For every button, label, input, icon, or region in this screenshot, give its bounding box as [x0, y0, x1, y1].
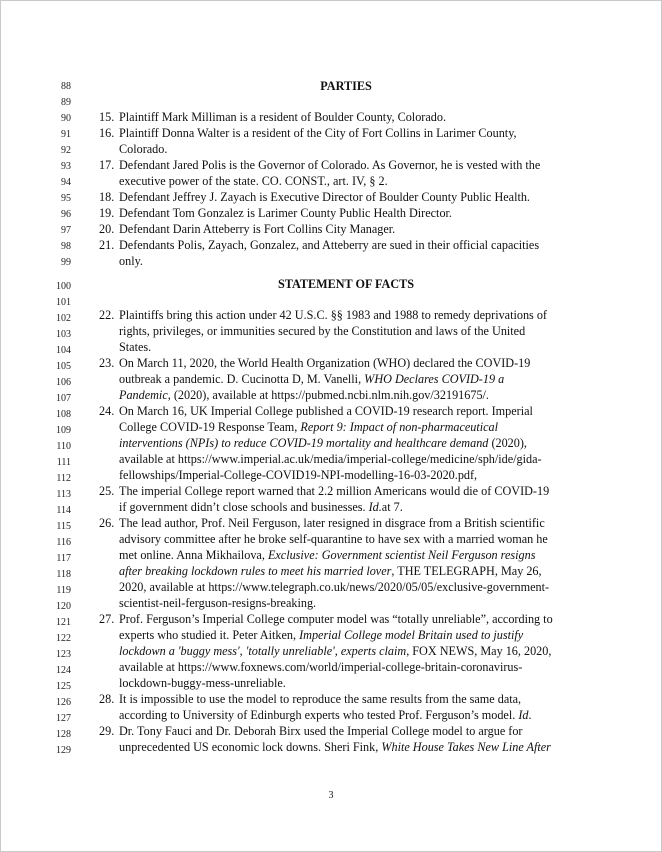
text-line: Defendant Jared Polis is the Governor of Colorado. As Governor, he is vested with the [119, 158, 541, 172]
line-number: 105 [56, 361, 71, 372]
paragraph-number: 24. [99, 404, 115, 418]
line-number: 109 [56, 425, 71, 436]
line-number: 124 [56, 665, 71, 676]
line-number: 128 [56, 729, 71, 740]
citation-title: WHO Declares COVID-19 a [364, 372, 505, 386]
line-number: 122 [56, 633, 71, 644]
text-line: The lead author, Prof. Neil Ferguson, later resigned in disgrace from a British scientific [119, 516, 545, 530]
line-number: 100 [56, 281, 71, 292]
text-line: fellowships/Imperial-College-COVID19-NPI-modelling-16-03-2020.pdf, [119, 468, 478, 482]
text-line: Defendants Polis, Zayach, Gonzalez, and Atteberry are sued in their official capacities [119, 238, 540, 252]
text-line: available at https://www.imperial.ac.uk/media/imperial-college/medicine/sph/ide/gida- [119, 452, 542, 466]
line-number: 121 [56, 617, 71, 628]
text-line [119, 739, 551, 755]
text-line: scientist-neil-ferguson-resigns-breaking. [119, 596, 317, 610]
line-number: 113 [56, 489, 71, 500]
text-line [119, 371, 504, 387]
text-line: Plaintiffs bring this action under 42 U.S.C. §§ 1983 and 1988 to remedy deprivations of [119, 308, 547, 322]
paragraph-number: 17. [99, 158, 115, 172]
text-run: , FOX NEWS, May 16, 2020, [406, 644, 552, 658]
section-heading-parties: PARTIES [320, 79, 372, 93]
text-line: executive power of the state. CO. CONST., art. IV, § 2. [119, 174, 388, 188]
text-line: On March 16, UK Imperial College published a COVID-19 research report. Imperial [119, 404, 533, 418]
text-run: if government didn’t close schools and businesses. [119, 500, 369, 514]
text-run: unprecedented US economic lock downs. Sheri Fink, [119, 740, 382, 754]
line-number: 111 [56, 457, 71, 468]
line-number: 127 [56, 713, 71, 724]
text-run: experts who studied it. Peter Aitken, [119, 628, 300, 642]
line-number: 129 [56, 745, 71, 756]
text-line [119, 627, 523, 643]
text-line [119, 387, 489, 403]
citation-id: Id. [368, 500, 382, 514]
text-line: lockdown-buggy-mess-unreliable. [119, 676, 286, 690]
paragraph-number: 20. [99, 222, 115, 236]
text-run: according to University of Edinburgh experts who tested Prof. Ferguson’s model. [119, 708, 519, 722]
text-line: Plaintiff Mark Milliman is a resident of Boulder County, Colorado. [119, 110, 446, 124]
text-line: 2020, available at https://www.telegraph.co.uk/news/2020/05/05/exclusive-government- [119, 580, 550, 594]
line-number: 125 [56, 681, 71, 692]
line-number: 115 [56, 521, 71, 532]
line-number: 102 [56, 313, 71, 324]
text-run: , (2020), available at https://pubmed.ncbi.nlm.nih.gov/32191675/. [167, 388, 489, 402]
line-number: 95 [61, 193, 71, 204]
line-number: 101 [56, 297, 71, 308]
text-line: advisory committee after he broke self-quarantine to have sex with a married woman he [119, 532, 548, 546]
line-number: 104 [56, 345, 71, 356]
text-line: Dr. Tony Fauci and Dr. Deborah Birx used the Imperial College model to argue for [119, 724, 523, 738]
text-line: Colorado. [119, 142, 168, 156]
line-number: 123 [56, 649, 71, 660]
line-number: 110 [56, 441, 71, 452]
text-line: rights, privileges, or immunities secured by the Constitution and laws of the United [119, 324, 526, 338]
text-line [119, 499, 403, 515]
line-number: 98 [61, 241, 71, 252]
text-line: Plaintiff Donna Walter is a resident of the City of Fort Collins in Larimer County, [119, 126, 517, 140]
paragraph-number: 23. [99, 356, 115, 370]
text-line: available at https://www.foxnews.com/world/imperial-college-britain-coronavirus- [119, 660, 523, 674]
line-number: 99 [61, 257, 71, 268]
paragraph-number: 25. [99, 484, 115, 498]
text-line: Defendant Darin Atteberry is Fort Collins City Manager. [119, 222, 396, 236]
line-number: 103 [56, 329, 71, 340]
paragraph-number: 27. [99, 612, 115, 626]
page-number: 3 [328, 790, 334, 801]
line-number: 116 [56, 537, 71, 548]
line-number: 89 [61, 97, 71, 108]
paragraph-number: 15. [99, 110, 115, 124]
text-run: College COVID-19 Response Team, [119, 420, 301, 434]
line-number: 96 [61, 209, 71, 220]
paragraph-number: 22. [99, 308, 115, 322]
line-number: 126 [56, 697, 71, 708]
citation-title: after breaking lockdown rules to meet his married lover [119, 564, 392, 578]
text-run: at 7. [381, 500, 403, 514]
citation-id: Id [518, 708, 529, 722]
text-line: It is impossible to use the model to reproduce the same results from the same data, [119, 692, 522, 706]
citation-title: interventions (NPIs) to reduce COVID-19 mortality and healthcare demand [119, 436, 489, 450]
citation-title: White House Takes New Line After [381, 740, 551, 754]
line-number: 92 [61, 145, 71, 156]
citation-title: Pandemic [119, 388, 168, 402]
line-number: 120 [56, 601, 71, 612]
line-number: 90 [61, 113, 71, 124]
text-line [119, 435, 527, 451]
line-number: 114 [56, 505, 71, 516]
text-line: Prof. Ferguson’s Imperial College computer model was “totally unreliable”, according to [119, 612, 553, 626]
citation-title: lockdown a 'buggy mess', 'totally unreliable', experts claim [119, 644, 407, 658]
text-run: . [528, 708, 532, 722]
paragraph-number: 19. [99, 206, 115, 220]
text-line: Defendant Jeffrey J. Zayach is Executive Director of Boulder County Public Health. [119, 190, 530, 204]
text-line [119, 419, 498, 435]
text-run: (2020), [488, 436, 527, 450]
text-line: only. [119, 254, 143, 268]
citation-title: Exclusive: Government scientist Neil Ferguson resigns [267, 548, 536, 562]
line-number: 118 [56, 569, 71, 580]
paragraph-number: 16. [99, 126, 115, 140]
text-line: The imperial College report warned that 2.2 million Americans would die of COVID-19 [119, 484, 550, 498]
line-number: 117 [56, 553, 71, 564]
line-number: 112 [56, 473, 71, 484]
line-number: 88 [61, 81, 71, 92]
line-number: 108 [56, 409, 71, 420]
line-number: 106 [56, 377, 71, 388]
text-line [119, 547, 535, 563]
paragraph-number: 26. [99, 516, 115, 530]
line-number: 93 [61, 161, 71, 172]
text-run: outbreak a pandemic. D. Cucinotta D, M. Vanelli, [119, 372, 365, 386]
paragraph-number: 29. [99, 724, 115, 738]
citation-title: Imperial College model Britain used to justify [299, 628, 524, 642]
text-line [119, 643, 551, 659]
line-number: 94 [61, 177, 71, 188]
paragraph-number: 28. [99, 692, 115, 706]
line-number: 119 [56, 585, 71, 596]
line-number: 91 [61, 129, 71, 140]
text-line: Defendant Tom Gonzalez is Larimer County Public Health Director. [119, 206, 452, 220]
paragraph-number: 18. [99, 190, 115, 204]
text-line [119, 563, 542, 579]
line-number: 107 [56, 393, 71, 404]
text-run: , THE TELEGRAPH, May 26, [391, 564, 542, 578]
citation-title: Report 9: Impact of non-pharmaceutical [300, 420, 499, 434]
text-line [119, 707, 532, 723]
paragraph-number: 21. [99, 238, 115, 252]
text-line: States. [119, 340, 152, 354]
line-number: 97 [61, 225, 71, 236]
text-line: On March 11, 2020, the World Health Organization (WHO) declared the COVID-19 [119, 356, 531, 370]
text-run: met online. Anna Mikhailova, [119, 548, 268, 562]
section-heading-facts: STATEMENT OF FACTS [277, 277, 415, 291]
